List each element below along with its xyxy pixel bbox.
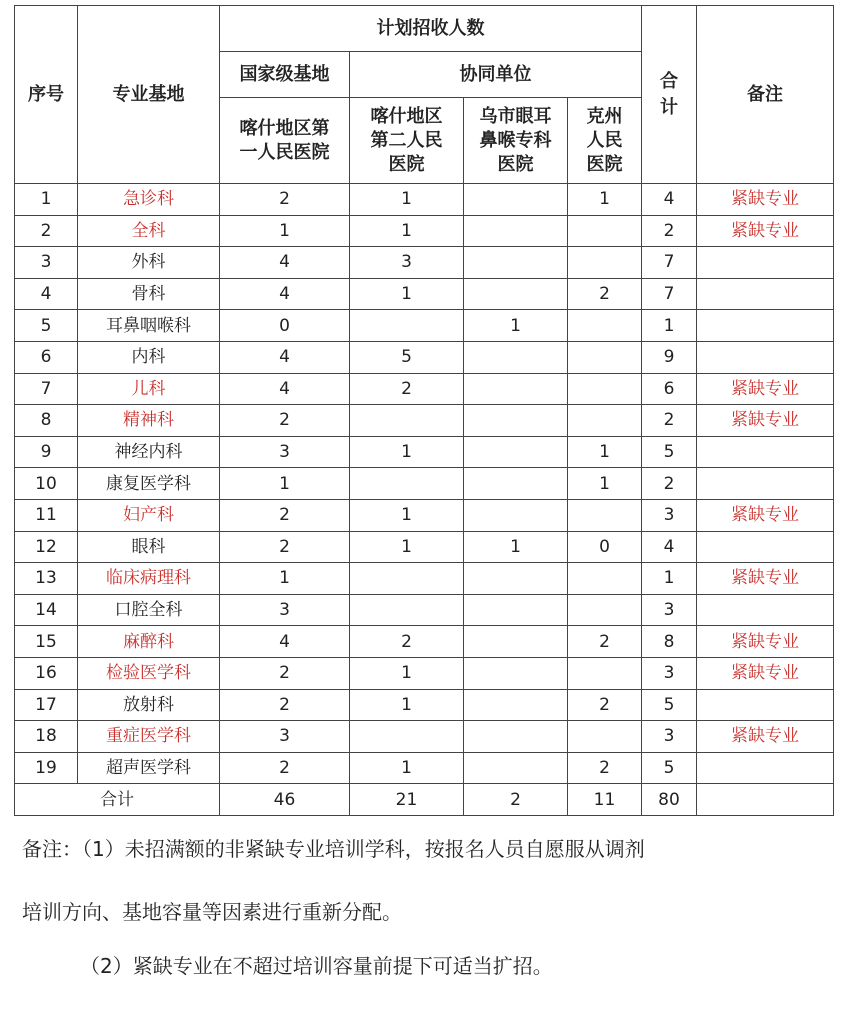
row-base-name: 耳鼻咽喉科 [78, 310, 220, 342]
header-plan: 计划招收人数 [220, 6, 642, 52]
row-total: 2 [642, 468, 697, 500]
row-base-name: 检验医学科 [78, 657, 220, 689]
row-total: 1 [642, 310, 697, 342]
table-row [15, 405, 834, 437]
row-base-name: 眼科 [78, 531, 220, 563]
row-hosp2: 1 [350, 689, 464, 721]
header-base: 专业基地 [78, 6, 220, 184]
table-row [15, 215, 834, 247]
row-base-name: 内科 [78, 341, 220, 373]
row-remark [697, 689, 834, 721]
header-seq: 序号 [15, 6, 78, 184]
row-remark: 紧缺专业 [697, 721, 834, 753]
row-total: 3 [642, 594, 697, 626]
row-hosp4 [568, 405, 642, 437]
table-row [15, 278, 834, 310]
row-hosp2: 1 [350, 184, 464, 216]
row-hosp3 [464, 278, 568, 310]
row-base-name: 重症医学科 [78, 721, 220, 753]
row-hosp2 [350, 563, 464, 595]
row-number: 16 [15, 657, 78, 689]
row-base-name: 放射科 [78, 689, 220, 721]
row-hosp3 [464, 405, 568, 437]
table-row [15, 752, 834, 784]
row-hosp3 [464, 215, 568, 247]
row-remark [697, 436, 834, 468]
row-hosp4: 1 [568, 436, 642, 468]
table-row [15, 531, 834, 563]
row-hosp3 [464, 184, 568, 216]
row-hosp4: 1 [568, 184, 642, 216]
row-total: 2 [642, 215, 697, 247]
row-hosp1: 2 [220, 657, 350, 689]
table-body [15, 184, 834, 784]
row-base-name: 超声医学科 [78, 752, 220, 784]
row-number: 17 [15, 689, 78, 721]
row-hosp4 [568, 341, 642, 373]
row-hosp1: 4 [220, 373, 350, 405]
row-base-name: 妇产科 [78, 499, 220, 531]
row-hosp2: 1 [350, 531, 464, 563]
row-total: 6 [642, 373, 697, 405]
row-hosp1: 1 [220, 468, 350, 500]
row-base-name: 口腔全科 [78, 594, 220, 626]
row-number: 3 [15, 247, 78, 279]
row-remark [697, 341, 834, 373]
row-hosp3 [464, 594, 568, 626]
row-hosp1: 2 [220, 184, 350, 216]
row-number: 13 [15, 563, 78, 595]
row-number: 12 [15, 531, 78, 563]
row-total: 4 [642, 531, 697, 563]
header-hosp1-text: 喀什地区第一人民医院 [239, 117, 330, 163]
table-row [15, 184, 834, 216]
row-hosp1: 2 [220, 689, 350, 721]
row-hosp3 [464, 499, 568, 531]
totals-row [15, 784, 834, 816]
row-hosp4 [568, 499, 642, 531]
row-hosp2: 2 [350, 373, 464, 405]
row-remark: 紧缺专业 [697, 499, 834, 531]
header-collab: 协同单位 [350, 52, 642, 98]
header-hosp4 [568, 98, 642, 184]
row-remark [697, 752, 834, 784]
row-base-name: 康复医学科 [78, 468, 220, 500]
row-number: 6 [15, 341, 78, 373]
row-hosp2: 1 [350, 436, 464, 468]
row-total: 3 [642, 721, 697, 753]
row-number: 15 [15, 626, 78, 658]
row-number: 11 [15, 499, 78, 531]
row-remark: 紧缺专业 [697, 563, 834, 595]
row-number: 7 [15, 373, 78, 405]
row-remark: 紧缺专业 [697, 373, 834, 405]
row-base-name: 全科 [78, 215, 220, 247]
row-number: 1 [15, 184, 78, 216]
row-hosp2: 1 [350, 278, 464, 310]
row-remark: 紧缺专业 [697, 184, 834, 216]
table-row [15, 373, 834, 405]
header-hosp3-text: 乌市眼耳鼻喉专科医院 [479, 105, 552, 175]
row-hosp1: 4 [220, 626, 350, 658]
row-hosp2: 1 [350, 215, 464, 247]
header-remark: 备注 [697, 6, 834, 184]
row-hosp4: 0 [568, 531, 642, 563]
row-total: 3 [642, 499, 697, 531]
row-number: 19 [15, 752, 78, 784]
row-hosp2: 3 [350, 247, 464, 279]
totals-hosp4: 11 [568, 784, 642, 816]
row-hosp3 [464, 247, 568, 279]
row-total: 5 [642, 689, 697, 721]
row-hosp4 [568, 594, 642, 626]
row-hosp3 [464, 563, 568, 595]
row-remark: 紧缺专业 [697, 657, 834, 689]
table-row [15, 468, 834, 500]
row-hosp3 [464, 626, 568, 658]
row-total: 9 [642, 341, 697, 373]
row-total: 3 [642, 657, 697, 689]
totals-total: 80 [642, 784, 697, 816]
totals-hosp3: 2 [464, 784, 568, 816]
totals-label: 合计 [15, 784, 220, 816]
enrollment-plan-table [14, 5, 834, 816]
row-hosp2: 5 [350, 341, 464, 373]
row-hosp1: 4 [220, 247, 350, 279]
row-base-name: 麻醉科 [78, 626, 220, 658]
row-base-name: 精神科 [78, 405, 220, 437]
table-row [15, 247, 834, 279]
table-row [15, 721, 834, 753]
row-number: 5 [15, 310, 78, 342]
row-hosp2 [350, 721, 464, 753]
totals-hosp1: 46 [220, 784, 350, 816]
header-total-text: 合计 [660, 70, 678, 118]
header-hosp2 [350, 98, 464, 184]
header-total [642, 6, 697, 184]
row-hosp4: 2 [568, 278, 642, 310]
note-line-1: 备注：（1）未招满额的非紧缺专业培训学科，按报名人员自愿服从调剂 [22, 837, 645, 861]
row-number: 10 [15, 468, 78, 500]
row-hosp4 [568, 310, 642, 342]
row-total: 5 [642, 436, 697, 468]
row-hosp4 [568, 721, 642, 753]
row-hosp2 [350, 594, 464, 626]
row-hosp1: 4 [220, 341, 350, 373]
row-base-name: 骨科 [78, 278, 220, 310]
header-hosp3 [464, 98, 568, 184]
row-remark [697, 310, 834, 342]
row-total: 7 [642, 247, 697, 279]
header-hosp1 [220, 98, 350, 184]
row-number: 4 [15, 278, 78, 310]
row-hosp3 [464, 721, 568, 753]
row-total: 2 [642, 405, 697, 437]
table-row [15, 689, 834, 721]
header-hosp2-text: 喀什地区第二人民医院 [370, 105, 443, 175]
row-remark [697, 247, 834, 279]
row-number: 2 [15, 215, 78, 247]
row-hosp4 [568, 215, 642, 247]
table-row [15, 594, 834, 626]
row-hosp1: 4 [220, 278, 350, 310]
table-row [15, 499, 834, 531]
row-hosp2 [350, 405, 464, 437]
table-row [15, 657, 834, 689]
row-hosp2 [350, 310, 464, 342]
row-hosp4: 1 [568, 468, 642, 500]
row-remark [697, 531, 834, 563]
row-hosp2 [350, 468, 464, 500]
header-national: 国家级基地 [220, 52, 350, 98]
row-hosp1: 1 [220, 215, 350, 247]
header-hosp4-text: 克州人民医院 [586, 105, 623, 175]
row-hosp1: 1 [220, 563, 350, 595]
row-hosp2: 2 [350, 626, 464, 658]
note-line-2: 培训方向、基地容量等因素进行重新分配。 [22, 900, 402, 924]
row-remark: 紧缺专业 [697, 626, 834, 658]
row-hosp2: 1 [350, 657, 464, 689]
row-hosp1: 3 [220, 436, 350, 468]
row-hosp3 [464, 373, 568, 405]
table-row [15, 436, 834, 468]
table-footer [15, 784, 834, 816]
row-hosp1: 2 [220, 499, 350, 531]
row-hosp1: 0 [220, 310, 350, 342]
row-remark [697, 468, 834, 500]
row-hosp3 [464, 468, 568, 500]
row-hosp1: 3 [220, 721, 350, 753]
note-line-3: （2）紧缺专业在不超过培训容量前提下可适当扩招。 [80, 954, 553, 978]
row-hosp3 [464, 689, 568, 721]
row-total: 7 [642, 278, 697, 310]
row-base-name: 儿科 [78, 373, 220, 405]
row-remark [697, 594, 834, 626]
row-hosp1: 2 [220, 405, 350, 437]
row-number: 9 [15, 436, 78, 468]
row-total: 1 [642, 563, 697, 595]
table-header [15, 6, 834, 184]
row-hosp3 [464, 752, 568, 784]
row-hosp3: 1 [464, 310, 568, 342]
row-hosp1: 3 [220, 594, 350, 626]
row-hosp1: 2 [220, 752, 350, 784]
row-remark [697, 278, 834, 310]
row-hosp2: 1 [350, 499, 464, 531]
table-row [15, 563, 834, 595]
row-hosp3 [464, 436, 568, 468]
row-hosp4: 2 [568, 626, 642, 658]
row-number: 8 [15, 405, 78, 437]
row-remark: 紧缺专业 [697, 405, 834, 437]
row-hosp4: 2 [568, 689, 642, 721]
row-number: 18 [15, 721, 78, 753]
row-base-name: 神经内科 [78, 436, 220, 468]
row-hosp3 [464, 657, 568, 689]
row-hosp3 [464, 341, 568, 373]
row-hosp3: 1 [464, 531, 568, 563]
row-base-name: 急诊科 [78, 184, 220, 216]
row-hosp4 [568, 563, 642, 595]
row-number: 14 [15, 594, 78, 626]
row-hosp4 [568, 657, 642, 689]
row-hosp1: 2 [220, 531, 350, 563]
row-remark: 紧缺专业 [697, 215, 834, 247]
row-hosp4 [568, 247, 642, 279]
table-row [15, 310, 834, 342]
row-base-name: 外科 [78, 247, 220, 279]
row-total: 4 [642, 184, 697, 216]
row-total: 8 [642, 626, 697, 658]
totals-hosp2: 21 [350, 784, 464, 816]
table-row [15, 341, 834, 373]
table-row [15, 626, 834, 658]
totals-remark [697, 784, 834, 816]
row-hosp4 [568, 373, 642, 405]
row-hosp4: 2 [568, 752, 642, 784]
row-hosp2: 1 [350, 752, 464, 784]
row-base-name: 临床病理科 [78, 563, 220, 595]
row-total: 5 [642, 752, 697, 784]
